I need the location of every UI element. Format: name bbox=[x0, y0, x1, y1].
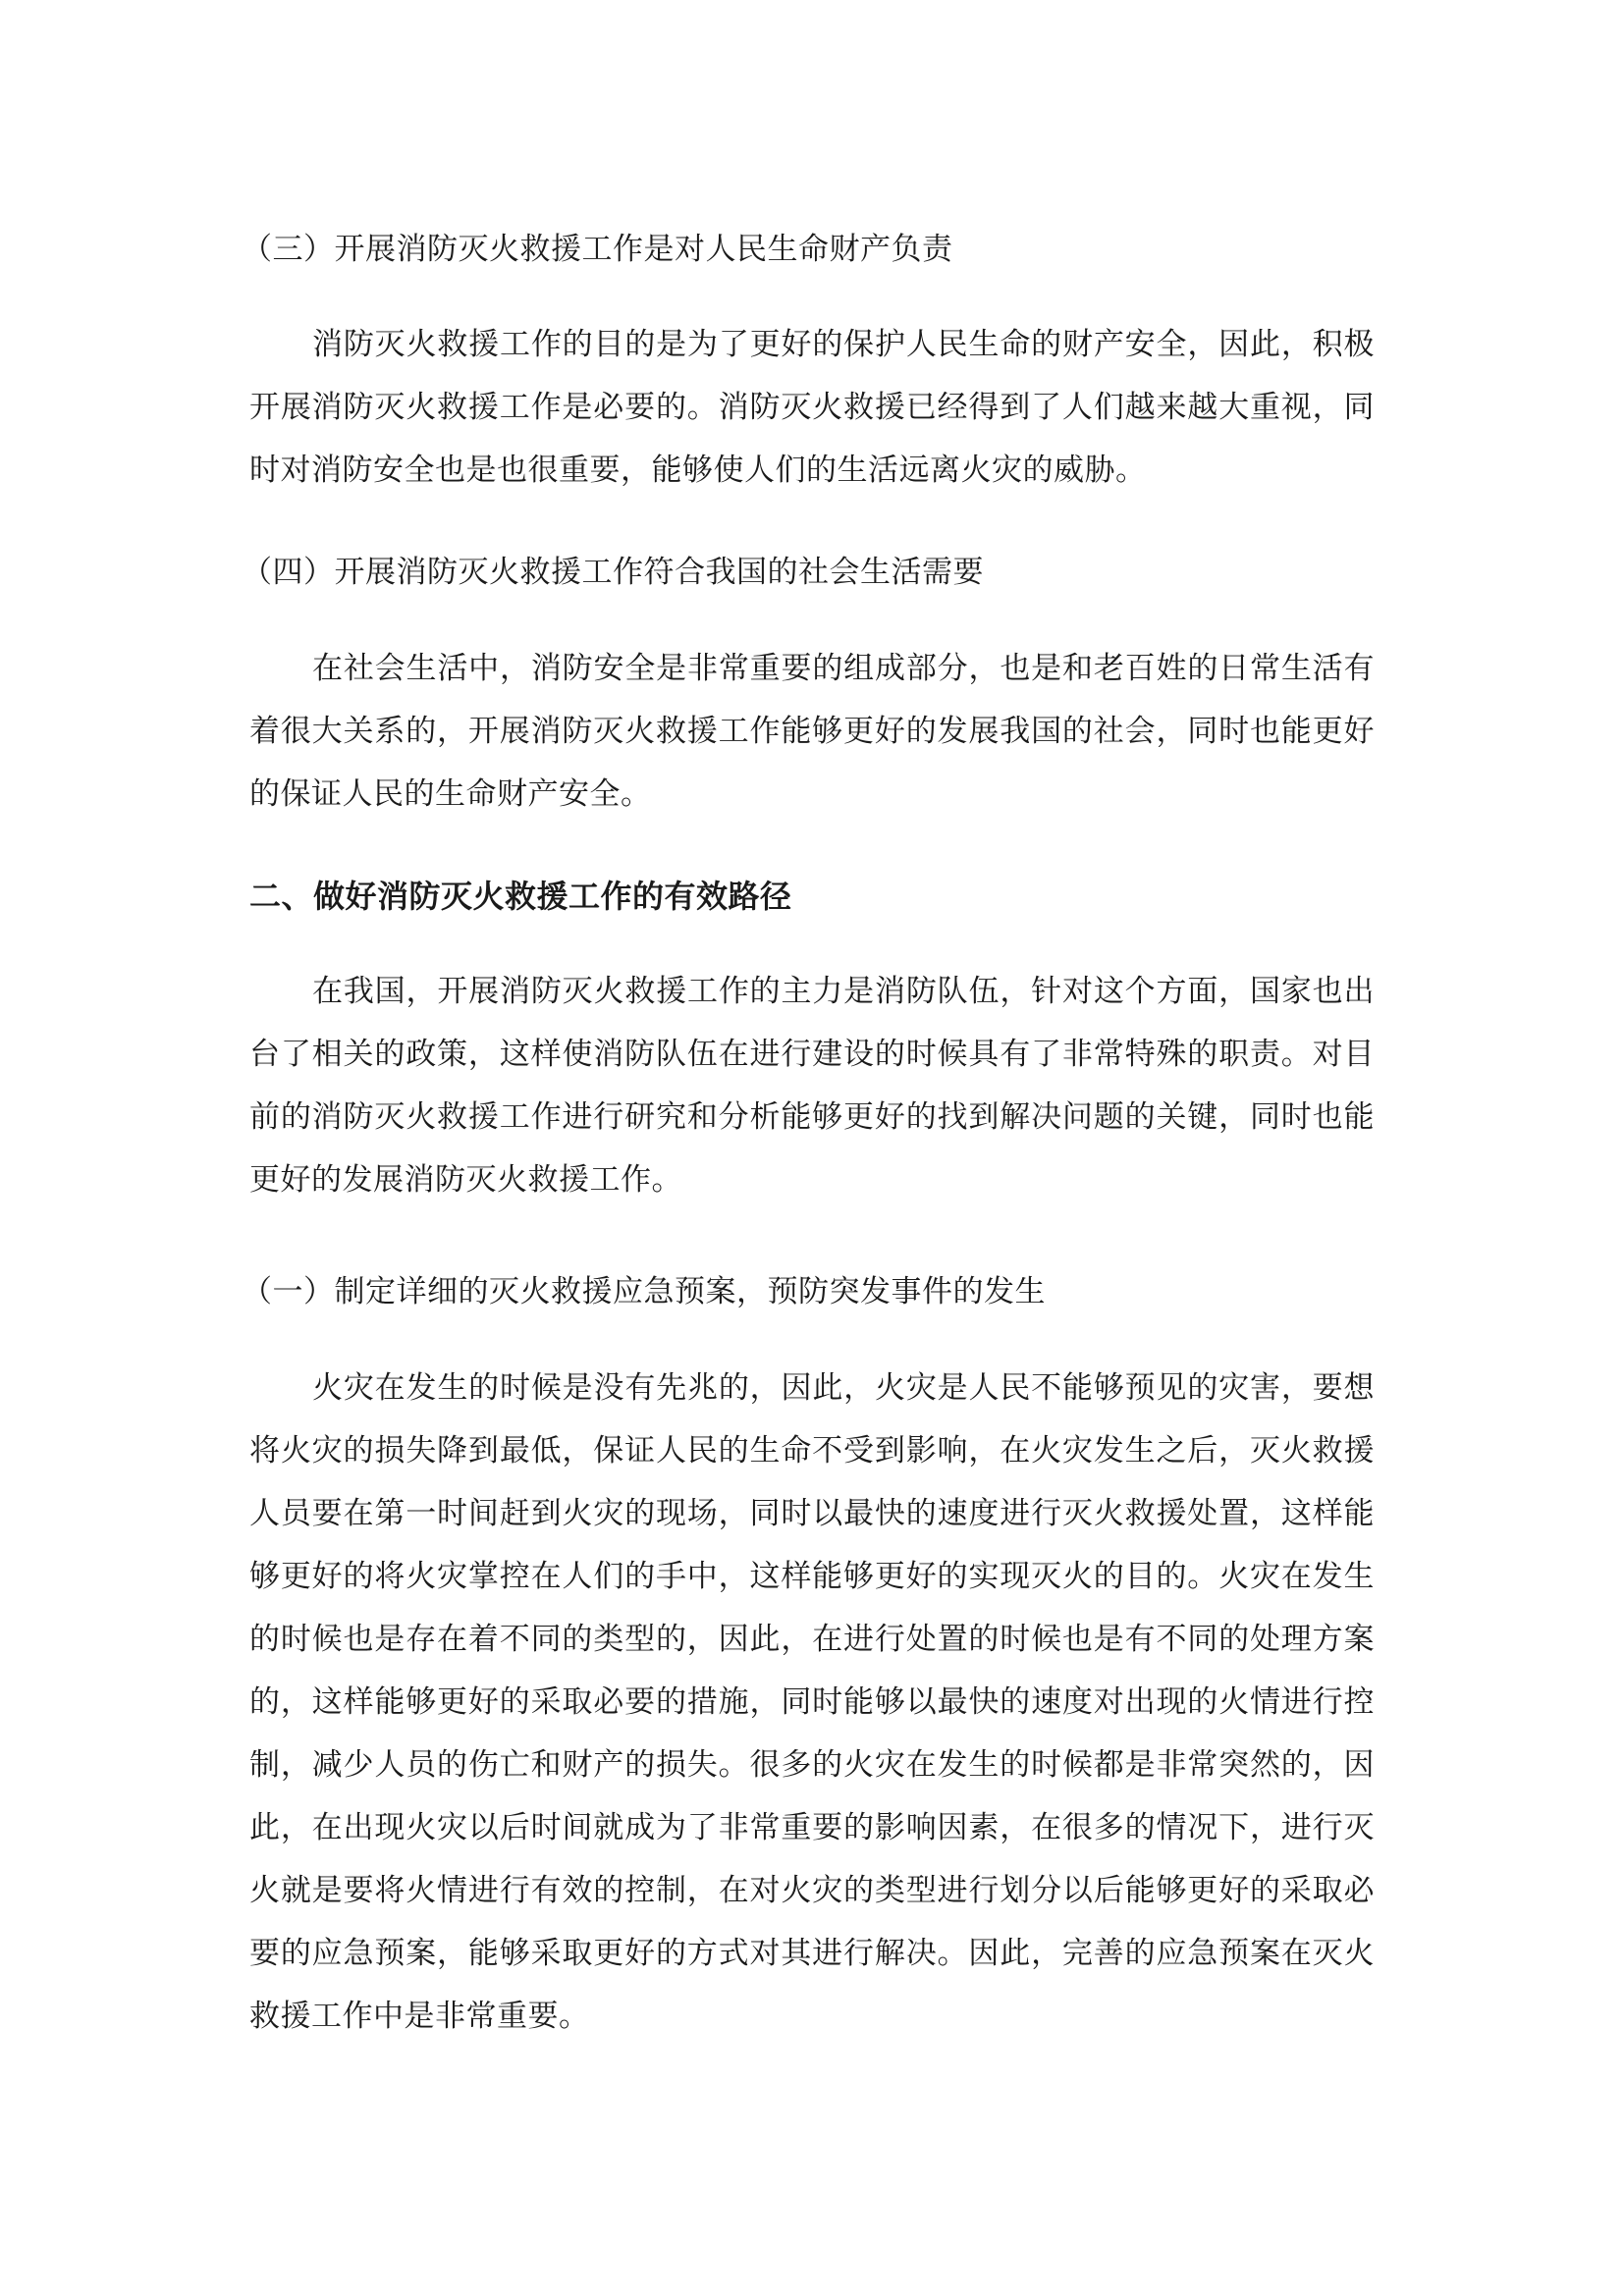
subheading-2-1: （一）制定详细的灭火救援应急预案，预防突发事件的发生 bbox=[242, 1274, 1046, 1309]
paragraph-3: 消防灭火救援工作的目的是为了更好的保护人民生命的财产安全，因此，积极开展消防灭火救援工作是必要的。消防灭火救援已经得到了人们越来越大重视，同时对消防安全也是也很重要，能够使人们的生活远离火灾的威胁。 bbox=[249, 327, 1375, 488]
subheading-3: （三）开展消防灭火救援工作是对人民生命财产负责 bbox=[242, 232, 953, 267]
subheading-4: （四）开展消防灭火救援工作符合我国的社会生活需要 bbox=[242, 555, 984, 590]
paragraph-intro-2: 在我国，开展消防灭火救援工作的主力是消防队伍，针对这个方面，国家也出台了相关的政策，这样使消防队伍在进行建设的时候具有了非常特殊的职责。对目前的消防灭火救援工作进行研究和分析能够更好的找到解决问题的关键，同时也能更好的发展消防灭火救援工作。 bbox=[249, 974, 1375, 1198]
paragraph-4: 在社会生活中，消防安全是非常重要的组成部分，也是和老百姓的日常生活有着很大关系的，开展消防灭火救援工作能够更好的发展我国的社会，同时也能更好的保证人民的生命财产安全。 bbox=[249, 651, 1375, 812]
section-heading-2: 二、做好消防灭火救援工作的有效路径 bbox=[249, 878, 792, 915]
paragraph-2-1: 火灾在发生的时候是没有先兆的，因此，火灾是人民不能够预见的灾害，要想将火灾的损失降到最低，保证人民的生命不受到影响，在火灾发生之后，灭火救援人员要在第一时间赶到火灾的现场，同时以最快的速度进行灭火救援处置，这样能够更好的将火灾掌控在人们的手中，这样能够更好的实现灭火的目的。火灾在发生的时候也是存在着不同的类型的，因此，在进行处置的时候也是有不同的处理方案的，这样能够更好的采取必要的措施，同时能够以最快的速度对出现的火情进行控制，减少人员的伤亡和财产的损失。很多的火灾在发生的时候都是非常突然的，因此，在出现火灾以后时间就成为了非常重要的影响因素，在很多的情况下，进行灭火就是要将火情进行有效的控制，在对火灾的类型进行划分以后能够更好的采取必要的应急预案，能够采取更好的方式对其进行解决。因此，完善的应急预案在灭火救援工作中是非常重要。 bbox=[249, 1370, 1375, 2034]
